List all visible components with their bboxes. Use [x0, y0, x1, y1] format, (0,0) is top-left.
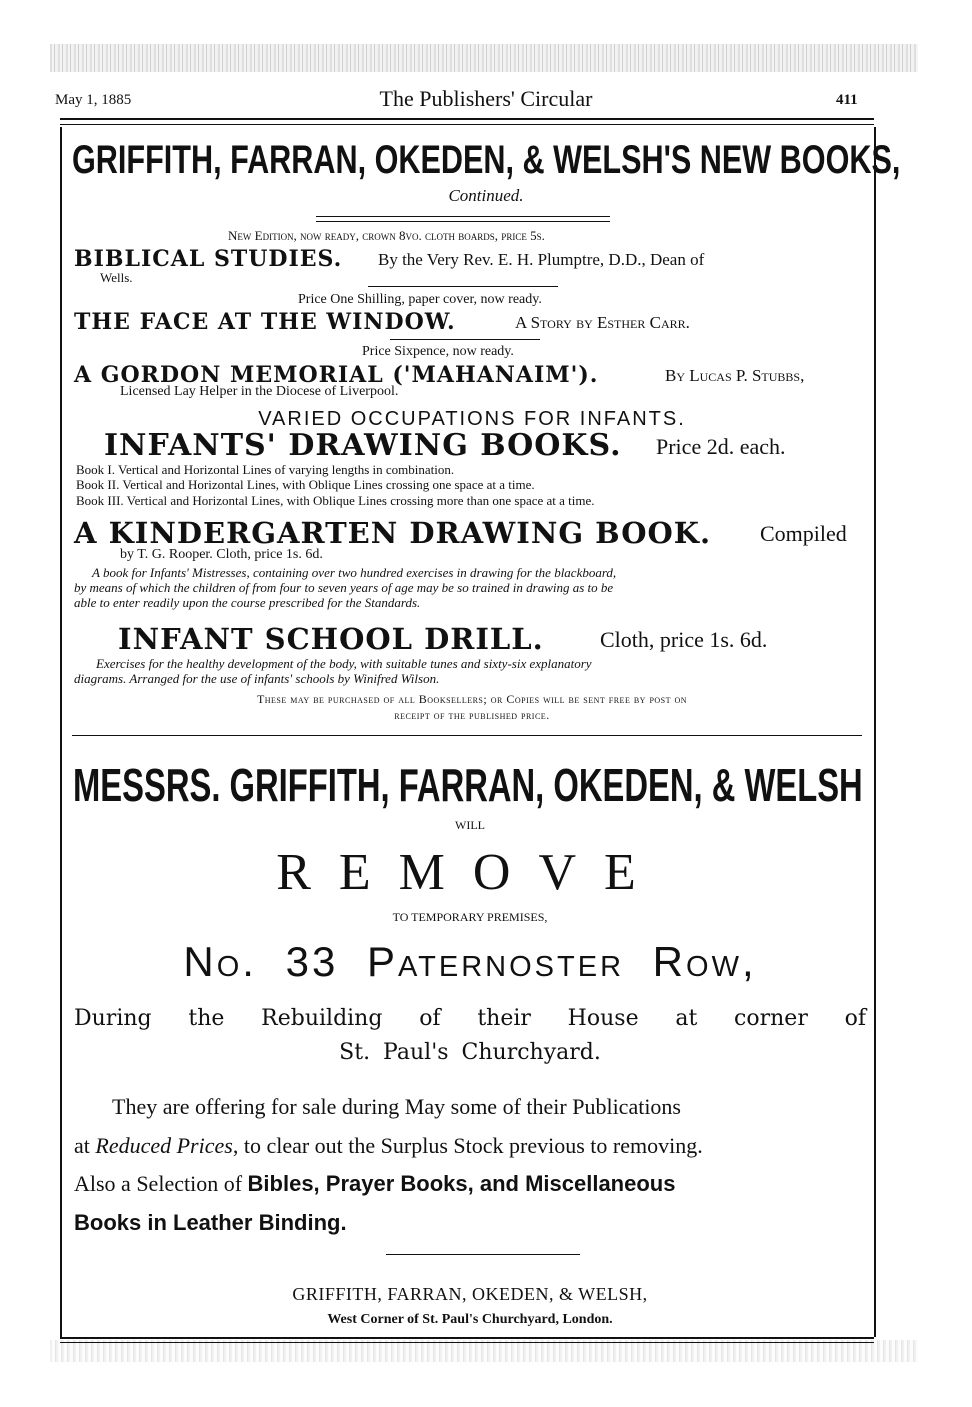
- section-divider: [72, 735, 862, 736]
- divider: [368, 286, 558, 287]
- header-date: May 1, 1885: [55, 92, 132, 108]
- offer-3a: Also a Selection of: [74, 1171, 248, 1196]
- footer-rule-thin: [60, 1342, 874, 1343]
- divider: [316, 221, 610, 222]
- drill-desc-2: diagrams. Arranged for the use of infants' schools by Winifred Wilson.: [74, 671, 440, 686]
- header-page-number: 411: [836, 92, 858, 108]
- ad2-offer-3: [74, 1171, 675, 1197]
- ad2-offer-1: They are offering for sale during May some of their Publications: [112, 1094, 681, 1119]
- header-rule: [60, 118, 874, 120]
- divider: [390, 339, 540, 340]
- ad1-headline: GRIFFITH, FARRAN, OKEDEN, & WELSH'S NEW BOOKS,: [72, 138, 901, 182]
- ad2-offer-2: [74, 1133, 703, 1159]
- kindergarten-by: by T. G. Rooper. Cloth, price 1s. 6d.: [120, 547, 323, 562]
- bottom-print-band: [50, 1340, 918, 1362]
- header-rule-thin: [60, 124, 874, 125]
- biblical-note: New Edition, now ready, crown 8vo. cloth boards, price 5s.: [228, 228, 545, 243]
- varied-heading: VARIED OCCUPATIONS FOR INFANTS.: [258, 408, 686, 430]
- ad2-temporary: TO TEMPORARY PREMISES,: [392, 910, 548, 924]
- face-note: Price One Shilling, paper cover, now ready.: [298, 292, 542, 307]
- drill-price: Cloth, price 1s. 6d.: [600, 627, 768, 652]
- offer-2b: Reduced Prices: [95, 1133, 233, 1158]
- offer-2c: , to clear out the Surplus Stock previous to removing.: [232, 1133, 703, 1158]
- kindergarten-compiled: Compiled: [760, 521, 847, 546]
- ad2-during-1: During the Rebuilding of their House at corner of: [74, 1006, 866, 1031]
- kindergarten-title: A KINDERGARTEN DRAWING BOOK.: [74, 516, 712, 550]
- biblical-title: BIBLICAL STUDIES.: [74, 246, 343, 272]
- ad1-continued: Continued.: [448, 186, 524, 205]
- gordon-desc: By Lucas P. Stubbs,: [665, 366, 805, 385]
- ad2-during-2: St. Paul's Churchyard.: [339, 1040, 601, 1065]
- face-title: THE FACE AT THE WINDOW.: [74, 309, 456, 335]
- biblical-desc2: Wells.: [100, 270, 133, 285]
- drawing-books-title: INFANTS' DRAWING BOOKS.: [104, 428, 622, 463]
- offer-3b: Bibles, Prayer Books, and Miscellaneous: [247, 1171, 676, 1196]
- gordon-desc2: Licensed Lay Helper in the Diocese of Liverpool.: [120, 384, 399, 399]
- header-title: The Publishers' Circular: [379, 86, 593, 111]
- kindergarten-desc-3: able to enter readily upon the course prescribed for the Standards.: [74, 595, 421, 610]
- footer-rule: [60, 1337, 874, 1339]
- biblical-desc: By the Very Rev. E. H. Plumptre, D.D., Dean of: [378, 250, 705, 269]
- ad2-offer-4: Books in Leather Binding.: [74, 1210, 347, 1235]
- ad2-remove: REMOVE: [276, 844, 664, 901]
- purchase-note-2: receipt of the published price.: [394, 708, 550, 722]
- drill-title: INFANT SCHOOL DRILL.: [118, 622, 544, 656]
- purchase-note-1: These may be purchased of all Booksellers; or Copies will be sent free by post on: [256, 692, 688, 706]
- gordon-note: Price Sixpence, now ready.: [362, 344, 514, 359]
- kindergarten-desc-1: A book for Infants' Mistresses, containing over two hundred exercises in drawing for the blackboard,: [92, 565, 617, 580]
- drill-desc-1: Exercises for the healthy development of the body, with suitable tunes and sixty-six explanatory: [96, 656, 592, 671]
- top-print-band: [50, 44, 918, 72]
- ad2-headline: MESSRS. GRIFFITH, FARRAN, OKEDEN, & WELSH: [73, 759, 863, 811]
- face-desc: A Story by Esther Carr.: [515, 313, 690, 332]
- ad2-signature: GRIFFITH, FARRAN, OKEDEN, & WELSH,: [292, 1284, 648, 1304]
- offer-2a: at: [74, 1133, 96, 1158]
- divider: [386, 1254, 580, 1255]
- book-2: Book II. Vertical and Horizontal Lines, with Oblique Lines crossing one space at a time.: [76, 477, 535, 492]
- ad2-address: No. 33 Paternoster Row,: [183, 938, 757, 985]
- gordon-title: A GORDON MEMORIAL ('MAHANAIM').: [74, 362, 599, 388]
- kindergarten-desc-2: by means of which the children of from four to seven years of age may be so trained in drawing as to be: [74, 580, 614, 595]
- book-3: Book III. Vertical and Horizontal Lines, with Oblique Lines crossing more than one space at a time.: [76, 493, 595, 508]
- ad2-will: WILL: [455, 818, 485, 832]
- divider: [316, 216, 610, 217]
- drawing-books-price: Price 2d. each.: [656, 434, 786, 459]
- book-1: Book I. Vertical and Horizontal Lines of varying lengths in combination.: [76, 462, 455, 477]
- ad2-signature-address: West Corner of St. Paul's Churchyard, London.: [327, 1312, 613, 1327]
